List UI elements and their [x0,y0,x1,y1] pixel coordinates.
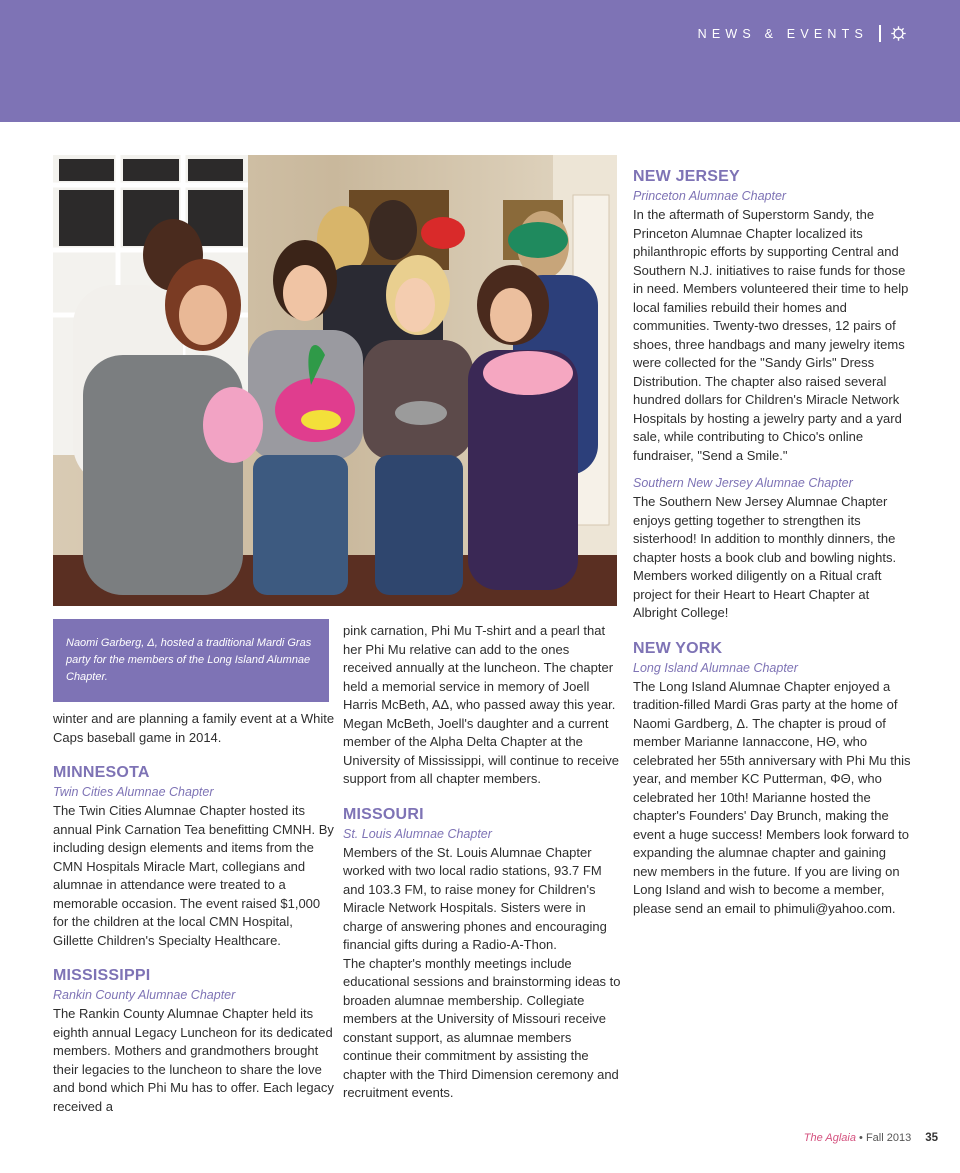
body-missouri-2: The chapter's monthly meetings include educational sessions and brainstorming ideas to broaden alumnae membership. Collegiate members at the University of Missouri receive constant support, as alumnae members continue their commitment by assisting the chapter with the Third Dimension ceremony and recruitment events. [343,955,621,1100]
body-princeton: In the aftermath of Superstorm Sandy, the Princeton Alumnae Chapter localized its philanthropic efforts by supporting Central and Southern N.J. initiatives to raise funds for those in need. Members volunteered their time to help local families rebuild their homes and communities. Twenty-two dresses, 12 pairs of shoes, three handbags and many jewelry items were collected for the "Sandy Girls" Dress Distribution. The chapter also raised several hundred dollars for Children's Miracle Network Hospitals by hosting a jewelry party and a yard sale, while contributing to Chico's online fundraiser, "Send a Smile." [633,207,909,463]
photo-caption-box [53,619,329,702]
chapter-long-island: Long Island Alumnae Chapter [633,660,798,675]
chapter-princeton: Princeton Alumnae Chapter [633,189,787,203]
party-photo [53,155,617,606]
column1-intro: winter and are planning a family event at a White Caps baseball game in 2014. [53,711,335,745]
heading-new-york: NEW YORK [633,639,723,657]
body-mississippi: The Rankin County Alumnae Chapter held its eighth annual Legacy Luncheon for its dedicated members. Mothers and grandmothers brought their legacies to the luncheon to share the love and bond which Phi Mu has to offer. Each legacy received a [53,1006,334,1114]
footer-issue: • Fall 2013 [855,1132,912,1144]
chapter-rankin-county: Rankin County Alumnae Chapter [53,988,236,1002]
gear-icon [890,25,907,42]
body-southern-new-jersey: The Southern New Jersey Alumnae Chapter enjoys getting together to strengthen its sisterhood! In addition to monthly dinners, the chapter hosts a book club and bowling nights. Members worked diligently on a Ritual craft project for their Heart to Heart Chapter at Albright College! [633,494,897,620]
page-footer [804,1132,938,1144]
heading-new-jersey: NEW JERSEY [633,168,740,185]
chapter-southern-new-jersey: Southern New Jersey Alumnae Chapter [633,476,853,490]
heading-minnesota: MINNESOTA [53,764,150,781]
body-missouri-1: Members of the St. Louis Alumnae Chapter worked with two local radio stations, 93.7 FM and 103.3 FM, to raise money for Children's Miracle Network Hospitals. Sisters were in charge of answering phones and encouraging financial gifts during a Radio-A-Thon. [343,844,607,952]
section-label: NEWS & EVENTS [697,27,868,41]
body-minnesota: The Twin Cities Alumnae Chapter hosted its annual Pink Carnation Tea benefitting CMNH. By including design elements and items from the CMN Hospitals Miracle Mart, collegians and alumnae in attendance were treated to a memorable occasion. The event raised $1,000 for the children at the local CMN Hospital, Gillette Children's Specialty Healthcare. [53,803,334,948]
page-number: 35 [925,1132,938,1144]
heading-missouri: MISSOURI [343,805,424,823]
column2-continuation: pink carnation, Phi Mu T-shirt and a pearl that her Phi Mu relative can add to the ones received annually at the luncheon. The chapter held a memorial service in memory of Joell Harris McBeth, AΔ, who passed away this year. Megan McBeth, Joell's daughter and a current member of the Alpha Delta Chapter at the University of Mississippi, will continue to receive support from all chapter members. [343,623,619,786]
chapter-st-louis: St. Louis Alumnae Chapter [343,826,492,841]
column-3 [633,167,913,918]
body-long-island: The Long Island Alumnae Chapter enjoyed a tradition-filled Mardi Gras party at the home of Naomi Gardberg, Δ. The chapter is proud of member Marianne Iannaccone, HΘ, who celebrated her 55th anniversary with Phi Mu this year, and member KC Putterman, ΦΘ, who celebrated her 10th! Marianne hosted the chapter's Founders' Day Brunch, making the event a huge success! Members look forward to expanding the alumnae chapter and gaining new members in the future. If you are living on Long Island and wish to become a member, please send an email to phimuli@yahoo.com. [633,678,911,916]
column-1 [53,710,335,1116]
header-divider [879,25,881,42]
photo-caption: Naomi Garberg, Δ, hosted a traditional Mardi Gras party for the members of the Long Island Alumnae Chapter. [66,637,312,683]
header-band [0,0,960,122]
footer-magazine-title: The Aglaia [803,1132,856,1144]
column-2 [343,622,621,1103]
chapter-twin-cities: Twin Cities Alumnae Chapter [53,785,214,799]
heading-mississippi: MISSISSIPPI [53,967,151,984]
